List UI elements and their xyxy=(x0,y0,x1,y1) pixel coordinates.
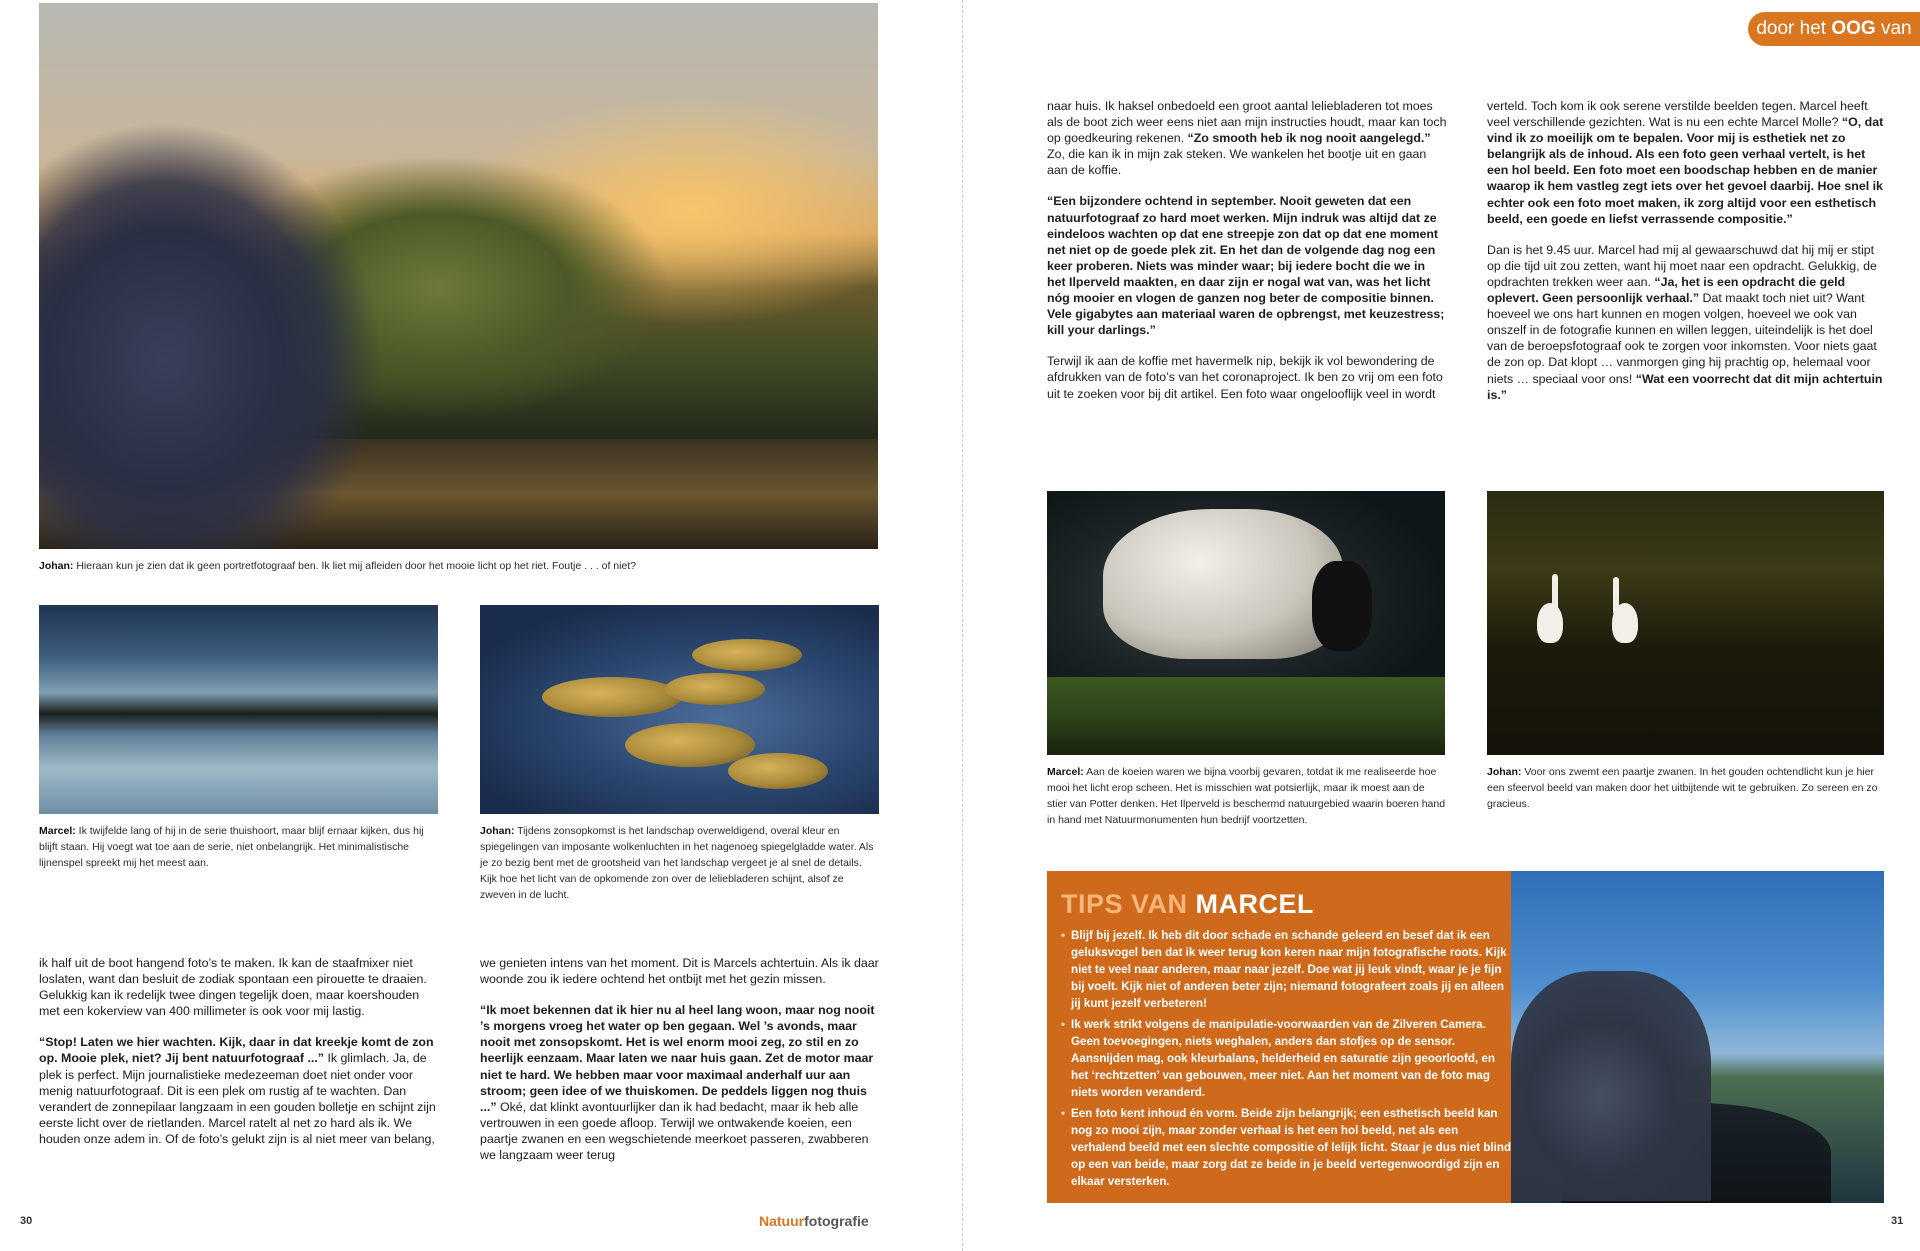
photo-calf xyxy=(1312,561,1372,651)
paragraph: verteld. Toch kom ik ook serene verstilde beelden tegen. Marcel heeft veel verschillende gezichten. Wat is nu een echte Marcel Molle? “O, dat vind ik zo moeilijk om te bepalen. Voor mij is esthetiek net zo belangrijk als de inhoud. Als een foto geen verhaal vertelt, is het een hol beeld. Een foto moet een boodschap hebben en de manier waarop ik hem vastleg zegt iets over het gevoel daarbij. Hoe snel ik echter ook een foto moet maken, ik zorg altijd voor een esthetisch beeld, een goede en liefst verrassende compositie.” xyxy=(1487,99,1884,226)
caption-cow xyxy=(1047,764,1447,828)
header-suffix: van xyxy=(1875,18,1912,39)
photo-lily-pads xyxy=(480,605,879,814)
page-number-left: 30 xyxy=(20,1215,33,1227)
photo-photographer xyxy=(1511,971,1711,1201)
caption-lily-text: Tijdens zonsopkomst is het landschap overweldigend, overal kleur en spiegelingen van imposante wolkenluchten in het nagenoeg spiegelgladde water. Als je zo bezig bent met de grootsheid van het landschap vergeet je al snel de details. Kijk hoe het licht van de opkomende zon over de leliebladeren schijnt, alsof ze zweven in de lucht. xyxy=(480,825,874,901)
tips-list xyxy=(1061,927,1515,1194)
caption-lake xyxy=(39,823,438,871)
tips-item: • Een foto kent inhoud én vorm. Beide zijn belangrijk; een esthetisch beeld kan nog zo mooi zijn, maar zonder verhaal is het een hol beeld, net als een verhalend beeld met een slechte compositie of lelijk licht. Staar je dus niet blind op een van beide, maar zorg dat ze beide in je beeld vertegenwoordigd zijn en elkaar versterken. xyxy=(1071,1105,1515,1190)
paragraph: “Ik moet bekennen dat ik hier nu al heel lang woon, maar nog nooit ’s morgens vroeg het water op ben gegaan. Wel ’s avonds, maar nooit met zonsopskomt. Het is wel enorm mooi zeg, zo stil en zo heerlijk eenzaam. Maar laten we naar huis gaan. Zet de motor maar niet te hard. We hebben maar voor maximaal anderhalf uur aan stroom; geen idee of we thuiskomen. De peddels liggen nog thuis ...” Oké, dat klinkt avontuurlijker dan ik had bedacht, maar ik heb alle vertrouwen in een goede afloop. Terwijl we ontwakende koeien, een paartje zwanen en een wegschietende meerkoet passeren, zwabberen we langzaam weer terug xyxy=(480,1003,875,1163)
caption-main-text: Hieraan kun je zien dat ik geen portretfotograaf ben. Ik liet mij afleiden door het mooie licht op het riet. Foutje . . . of niet? xyxy=(73,560,637,572)
photo-photographer-boat xyxy=(1511,871,1884,1203)
tips-item: • Ik werk strikt volgens de manipulatie-voorwaarden van de Zilveren Camera. Geen toevoegingen, niets weghalen, anders dan stofjes op de sensor. Aansnijden mag, ook kleurbalans, helderheid en saturatie zijn geoorloofd, en het ‘rechtzetten’ van gebouwen, meer niet. Aan het moment van de foto mag niets worden veranderd. xyxy=(1071,1016,1515,1101)
page-gutter xyxy=(962,0,963,1251)
paragraph: naar huis. Ik haksel onbedoeld een groot aantal leliebladeren tot moes als de boot zich weer eens niet aan mijn instructies houdt, maar kan toch op goedkeuring rekenen. “Zo smooth heb ik nog nooit aangelegd.” Zo, die kan ik in mijn zak steken. We wankelen het bootje uit en gaan aan de koffie. xyxy=(1047,99,1447,178)
page-number-right: 31 xyxy=(1891,1215,1904,1227)
lily-pad xyxy=(692,639,802,671)
paragraph: ik half uit de boot hangend foto’s te maken. Ik kan de staafmixer niet loslaten, want dan besluit de zodiak spontaan een pirouette te draaien. Gelukkig kan ik redelijk twee dingen tegelijk doen, maar koershouden met een kokerview van 400 millimeter is ook voor mij lastig. xyxy=(39,956,427,1019)
photo-cow xyxy=(1103,509,1343,659)
article-column-4 xyxy=(1487,98,1887,418)
caption-main xyxy=(39,558,879,574)
header-prefix: door het xyxy=(1756,18,1832,39)
paragraph: “Een bijzondere ochtend in september. Nooit geweten dat een natuurfotograaf zo hard moet werken. Mijn indruk was altijd dat ze eindeloos wachten op dat ene streepje zon dat op dat ene moment net niet op de goede plek zit. En het dan de volgende dag nog een keer proberen. Niets was minder waar; bij iedere bocht die we in het Ilperveld maakten, en daar zijn er nogal wat van, was het licht nóg mooier en vlogen de ganzen nog beter de compositie binnen. Vele gigabytes aan materiaal waren de opbrengst, met keuzestress; kill your darlings.” xyxy=(1047,194,1445,338)
caption-swan-text: Voor ons zwemt een paartje zwanen. In het gouden ochtendlicht kun je hier een sfeervol beeld van maken door het uitbijtende wit te gebruiken. Zo sereen en zo gracieus. xyxy=(1487,766,1878,810)
photo-sunset-reeds xyxy=(39,3,878,549)
photo-photographer xyxy=(39,123,399,549)
paragraph: Terwijl ik aan de koffie met havermelk nip, bekijk ik vol bewondering de afdrukken van de foto’s van het coronaproject. Ik ben zo vrij om een foto uit te zoeken voor bij dit artikel. Een foto waar ongelooflijk veel in wordt xyxy=(1047,354,1443,401)
magazine-brand: Natuurfotografie xyxy=(759,1213,869,1229)
paragraph: we genieten intens van het moment. Dit is Marcels achtertuin. Als ik daar woonde zou ik iedere ochtend het ontbijt met het gezin missen. xyxy=(480,956,879,987)
photo-cows xyxy=(1047,491,1445,755)
article-column-2 xyxy=(480,955,880,1178)
header-emph: OOG xyxy=(1831,18,1876,39)
lily-pad xyxy=(728,753,828,789)
caption-lily xyxy=(480,823,879,903)
photo-swans xyxy=(1487,491,1884,755)
caption-swan xyxy=(1487,764,1887,812)
caption-cow-text: Aan de koeien waren we bijna voorbij gevaren, totdat ik me realiseerde hoe mooi het licht erop scheen. Het is misschien wat potsierlijk, maar ik moest aan de stier van Potter denken. Het Ilperveld is beschermd natuurgebied waarin boeren hand in hand met Natuurmonumenten hun bedrijf voortzetten. xyxy=(1047,766,1446,826)
caption-lake-name: Marcel: xyxy=(39,825,76,837)
section-header-tab xyxy=(1748,12,1920,46)
photo-swan xyxy=(1612,603,1638,643)
caption-lake-text: Ik twijfelde lang of hij in de serie thuishoort, maar blijf ernaar kijken, dus hij blijft staan. Hij voegt wat toe aan de serie, niet onbelangrijk. Het minimalistische lijnenspel spreekt mij het meest aan. xyxy=(39,825,424,869)
caption-main-name: Johan: xyxy=(39,560,74,572)
photo-grass xyxy=(1047,677,1445,755)
tips-box xyxy=(1047,871,1511,1203)
photo-lake xyxy=(39,605,438,814)
lily-pad xyxy=(542,677,682,717)
lily-pad xyxy=(665,673,765,705)
caption-cow-name: Marcel: xyxy=(1047,766,1084,778)
photo-swan xyxy=(1537,603,1563,643)
article-column-1 xyxy=(39,955,439,1162)
caption-lily-name: Johan: xyxy=(480,825,515,837)
paragraph: Dan is het 9.45 uur. Marcel had mij al gewaarschuwd dat hij mij er stipt op die tijd uit zou zetten, want hij moet naar een opdracht. Gelukkig, de opdrachten trekken weer aan. “Ja, het is een opdracht die geld oplevert. Geen persoonlijk verhaal.” Dat maakt toch niet uit? Want hoeveel we ons hart kunnen en mogen volgen, hoeveel we ook van onszelf in de fotografie kunnen en willen leggen, uiteindelijk is het doel van de beroepsfotograaf ook te zorgen voor inkomsten. Voor niets gaat de zon op. Dat klopt … vanmorgen ging hij prachtig op, helemaal voor niets … speciaal voor ons! “Wat een voorrecht dat dit mijn achtertuin is.” xyxy=(1487,242,1883,402)
paragraph: “Stop! Laten we hier wachten. Kijk, daar in dat kreekje komt de zon op. Mooie plek, niet? Jij bent natuurfotograaf ...” Ik glimlach. Ja, de plek is perfect. Mijn journalistieke medezeeman doet niet onder voor menig natuurfotograaf. Dit is een plek om rustig af te wachten. Dan verandert de zonnepilaar langzaam in een gouden bolletje en schijnt zijn eerste licht over de rietlanden. Marcel ratelt al net zo hard als ik. We houden onze adem in. Of de foto’s gelukt zijn is al niet meer van belang, xyxy=(39,1035,436,1146)
caption-swan-name: Johan: xyxy=(1487,766,1522,778)
article-column-3 xyxy=(1047,98,1447,417)
tips-item: • Blijf bij jezelf. Ik heb dit door schade en schande geleerd en besef dat ik een geluksvogel ben dat ik weer terug kon keren naar mijn fotografische roots. Kijk niet te veel naar anderen, maar naar jezelf. Doe wat jij leuk vindt, waar je je fijn bij voelt. Kijk niet of anderen beter zijn; niemand fotografeert zoals jij en alleen jij kunt jezelf verbeteren! xyxy=(1071,927,1515,1012)
tips-title: TIPS VAN MARCEL xyxy=(1061,889,1315,919)
